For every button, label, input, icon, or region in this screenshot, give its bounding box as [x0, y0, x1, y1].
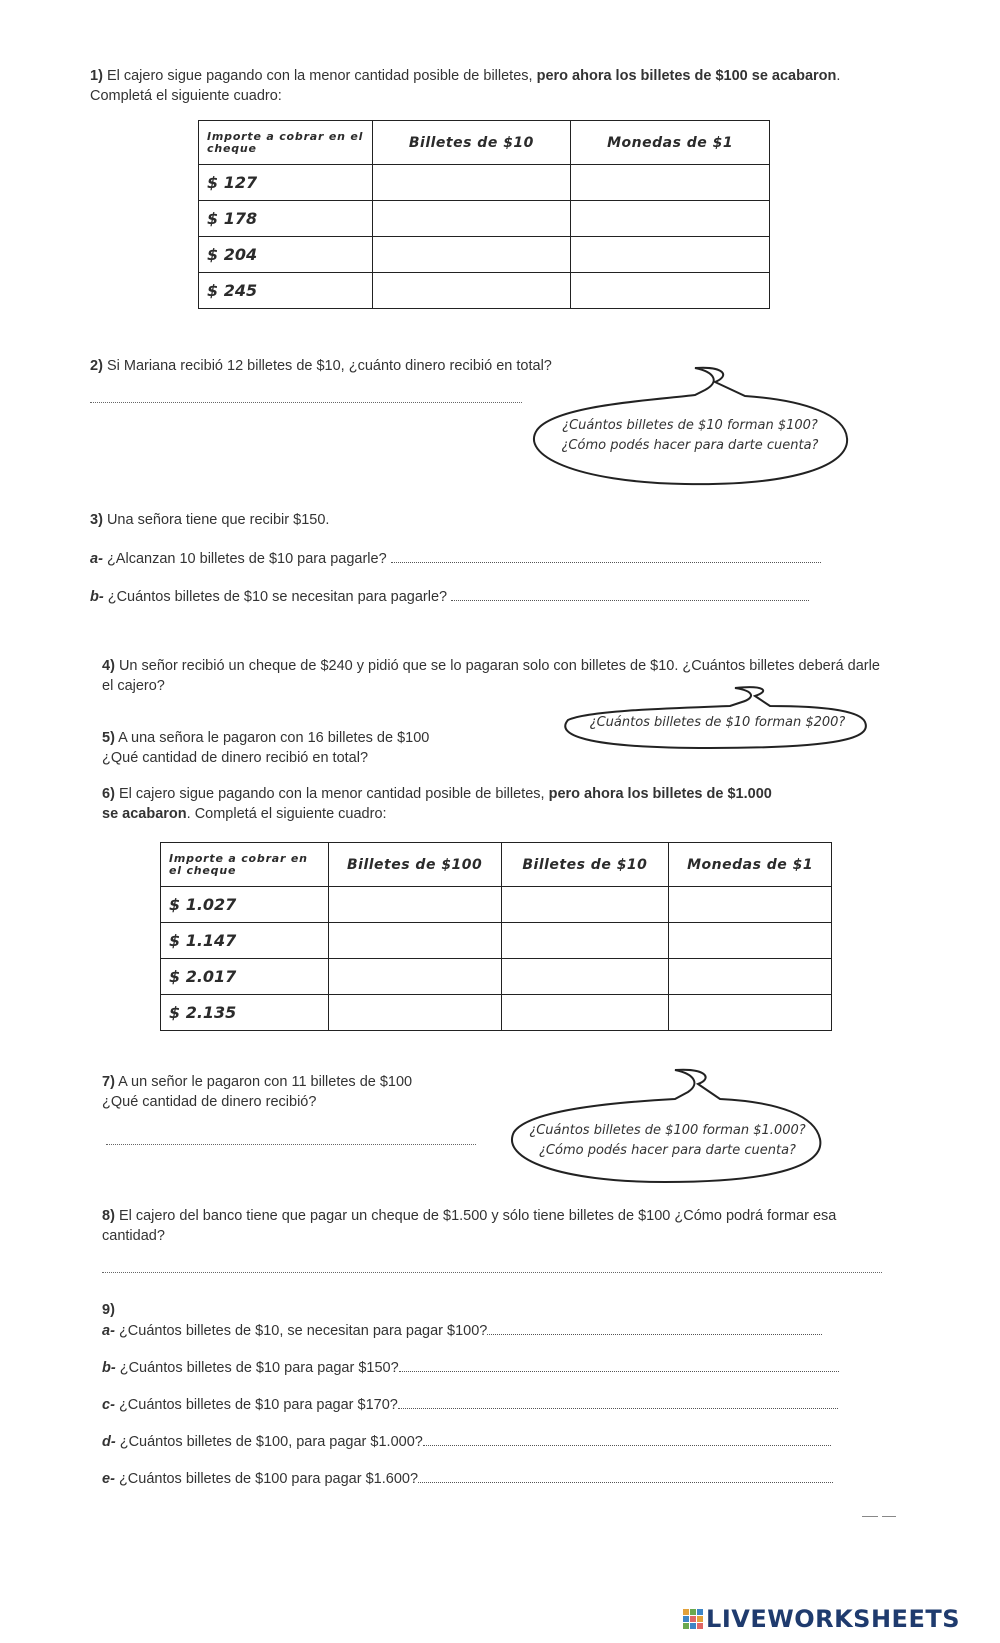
question-5: 5) A una señora le pagaron con 16 billetes de $100 ¿Qué cantidad de dinero recibió en total?	[102, 730, 430, 766]
question-emphasis: pero ahora los billetes de $1.000 se acabaron	[102, 786, 772, 822]
question-1	[90, 66, 870, 106]
question-text: Una señora tiene que recibir $150.	[106, 512, 330, 528]
question-9b: b- ¿Cuántos billetes de $10 para pagar $150?	[102, 1357, 882, 1378]
question-9c: c- ¿Cuántos billetes de $10 para pagar $170?	[102, 1394, 882, 1415]
question-text: El cajero del banco tiene que pagar un cheque de $1.500 y sólo tiene billetes de $100 ¿Cómo podrá formar esa cantidad?	[102, 1208, 837, 1244]
answer-cell[interactable]	[328, 959, 501, 995]
table-header-cell: Monedas de $1	[571, 121, 770, 165]
table-row-amount: $ 245	[199, 273, 373, 309]
question-text-end: . Completá el siguiente cuadro:	[90, 68, 841, 104]
question-number: 2)	[90, 358, 103, 374]
question-9e: e- ¿Cuántos billetes de $100 para pagar $1.600?	[102, 1468, 882, 1489]
table-row-amount: $ 204	[199, 237, 373, 273]
answer-line[interactable]	[102, 1272, 882, 1273]
question-9d: d- ¿Cuántos billetes de $100, para pagar $1.000?	[102, 1431, 882, 1452]
question-7: 7) A un señor le pagaron con 11 billetes de $100 ¿Qué cantidad de dinero recibió?	[102, 1074, 413, 1110]
bubble-text: ¿Cuántos billetes de $10 forman $100? ¿Cómo podés hacer para darte cuenta?	[561, 418, 819, 453]
question-number: 9)	[102, 1302, 115, 1318]
question-9a: a- ¿Cuántos billetes de $10, se necesitan para pagar $100?	[102, 1320, 882, 1341]
answer-line[interactable]	[391, 548, 821, 563]
answer-cell[interactable]	[571, 165, 770, 201]
question-emphasis: pero ahora los billetes de $100 se acabaron	[536, 68, 837, 84]
liveworksheets-logo: LIVEWORKSHEETS	[683, 1605, 960, 1633]
table-q6	[160, 842, 832, 1031]
table-row-amount: $ 127	[199, 165, 373, 201]
answer-cell[interactable]	[328, 887, 501, 923]
table-header-cell: Billetes de $10	[501, 843, 669, 887]
question-number: 3)	[90, 512, 103, 528]
answer-cell[interactable]	[669, 887, 832, 923]
question-number: 1)	[90, 68, 103, 84]
table-row-amount: $ 1.147	[161, 923, 329, 959]
answer-cell[interactable]	[501, 959, 669, 995]
question-number: 6)	[102, 786, 115, 802]
bubble-text: ¿Cuántos billetes de $100 forman $1.000? ¿Cómo podés hacer para darte cuenta?	[529, 1123, 806, 1158]
question-3a: a- ¿Alcanzan 10 billetes de $10 para pagarle?	[90, 548, 870, 569]
answer-cell[interactable]	[571, 201, 770, 237]
divider	[862, 1516, 878, 1517]
answer-cell[interactable]	[669, 959, 832, 995]
question-number: 8)	[102, 1208, 115, 1224]
question-8	[102, 1206, 882, 1246]
question-number: 4)	[102, 658, 115, 674]
question-text: Si Mariana recibió 12 billetes de $10, ¿cuánto dinero recibió en total?	[106, 358, 552, 374]
table-header-cell: Importe a cobrar en el cheque	[161, 843, 329, 887]
answer-cell[interactable]	[571, 273, 770, 309]
answer-cell[interactable]	[669, 995, 832, 1031]
answer-cell[interactable]	[328, 923, 501, 959]
answer-line[interactable]	[106, 1144, 476, 1145]
table-row-amount: $ 1.027	[161, 887, 329, 923]
answer-line[interactable]	[418, 1468, 833, 1483]
answer-line[interactable]	[90, 402, 522, 403]
bubble-text: ¿Cuántos billetes de $10 forman $200?	[589, 715, 846, 730]
question-text-end: . Completá el siguiente cuadro:	[186, 806, 387, 822]
answer-line[interactable]	[487, 1320, 822, 1335]
question-text: Un señor recibió un cheque de $240 y pidió que se lo pagaran solo con billetes de $10. ¿Cuántos billetes deberá darle el cajero?	[102, 658, 880, 694]
answer-cell[interactable]	[372, 165, 571, 201]
table-row-amount: $ 178	[199, 201, 373, 237]
answer-cell[interactable]	[372, 273, 571, 309]
answer-cell[interactable]	[372, 237, 571, 273]
question-6	[102, 784, 782, 824]
question-3b: b- ¿Cuántos billetes de $10 se necesitan para pagarle?	[90, 586, 870, 607]
logo-icon	[683, 1609, 703, 1629]
answer-cell[interactable]	[571, 237, 770, 273]
answer-cell[interactable]	[669, 923, 832, 959]
table-header-cell: Monedas de $1	[669, 843, 832, 887]
question-text: El cajero sigue pagando con la menor cantidad posible de billetes,	[118, 786, 545, 802]
answer-cell[interactable]	[501, 995, 669, 1031]
table-header-cell: Billetes de $10	[372, 121, 571, 165]
answer-line[interactable]	[398, 1394, 838, 1409]
answer-cell[interactable]	[372, 201, 571, 237]
answer-cell[interactable]	[501, 887, 669, 923]
answer-line[interactable]	[423, 1431, 831, 1446]
table-row-amount: $ 2.017	[161, 959, 329, 995]
table-q1	[198, 120, 770, 309]
question-9	[102, 1300, 115, 1320]
question-3	[90, 510, 690, 530]
table-header-cell: Importe a cobrar en el cheque	[199, 121, 373, 165]
table-header-cell: Billetes de $100	[328, 843, 501, 887]
answer-line[interactable]	[451, 586, 809, 601]
question-text: El cajero sigue pagando con la menor cantidad posible de billetes,	[106, 68, 533, 84]
answer-cell[interactable]	[501, 923, 669, 959]
answer-line[interactable]	[399, 1357, 839, 1372]
table-row-amount: $ 2.135	[161, 995, 329, 1031]
answer-cell[interactable]	[328, 995, 501, 1031]
divider	[882, 1516, 896, 1517]
